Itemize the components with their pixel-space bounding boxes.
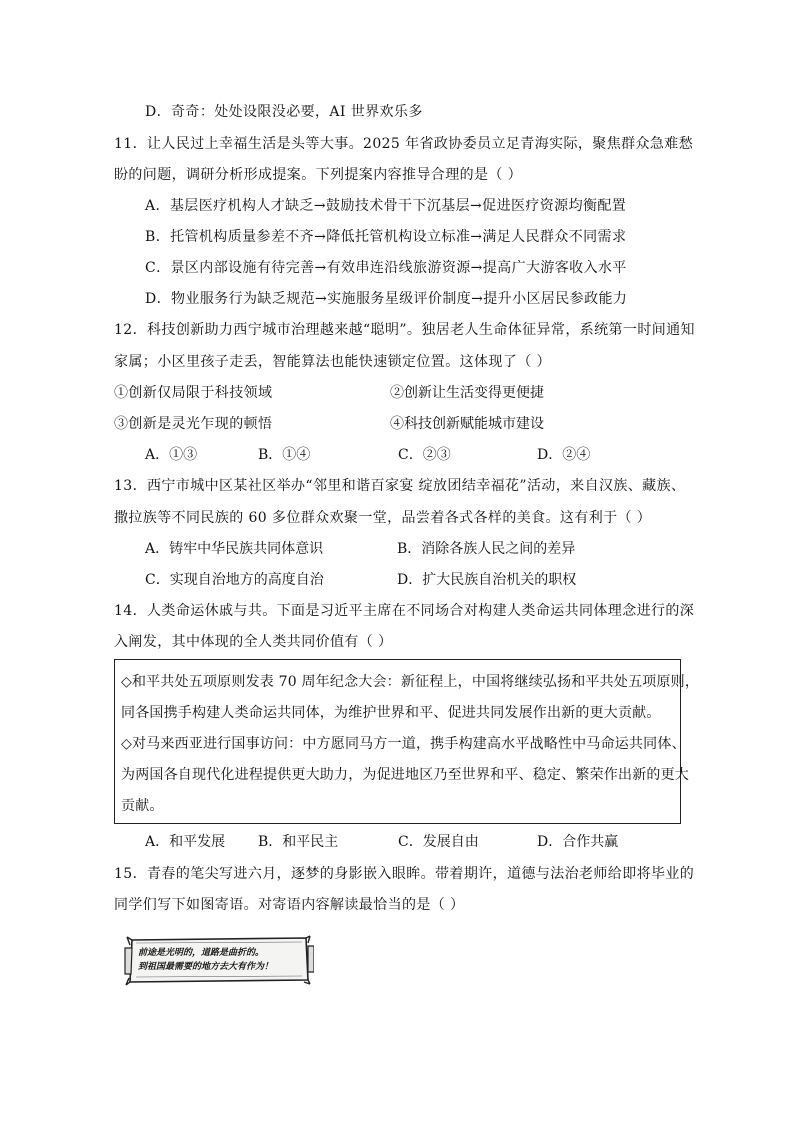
q14-option-c: C．发展自由 (398, 834, 479, 850)
q11-option-d: D．物业服务行为缺乏规范→实施服务星级评价制度→提升小区居民参政能力 (145, 291, 628, 307)
q11-stem-line2: 盼的问题，调研分析形成提案。下列提案内容推导合理的是（ ） (114, 167, 523, 183)
q14-box-line2: 同各国携手构建人类命运共同体，为维护世界和平、促进共同发展作出新的更大贡献。 (121, 705, 661, 721)
q12-option-c: C．②③ (398, 447, 451, 463)
q13-stem-line1: 13．西宁市城中区某社区举办“邻里和谐百家宴 绽放团结幸福花”活动，来自汉族、藏族、 (114, 478, 686, 494)
q15-stem-line2: 同学们写下如图寄语。对寄语内容解读最恰当的是（ ） (114, 897, 465, 913)
card-line-1: 前途是光明的，道路是曲折的。 (138, 948, 265, 958)
q14-material-box (114, 659, 700, 824)
q14-box-line4: 为两国各自现代化进程提供更大助力，为促进地区乃至世界和平、稳定、繁荣作出新的更大 (121, 767, 689, 783)
message-card-image (124, 934, 314, 986)
q12-item-3: ③创新是灵光乍现的顿悟 (114, 416, 273, 432)
q14-box-line1: ◇和平共处五项原则发表 70 周年纪念大会：新征程上，中国将继续弘扬和平共处五项原则， (121, 674, 700, 690)
q12-stem-line2: 家属；小区里孩子走丢，智能算法也能快速锁定位置。这体现了（ ） (114, 354, 551, 370)
q11-option-c: C．景区内部设施有待完善→有效串连沿线旅游资源→提高广大游客收入水平 (145, 260, 627, 276)
q12-option-b: B．①④ (258, 447, 311, 463)
card-frame (124, 934, 314, 986)
q13-option-b: B．消除各族人民之间的差异 (397, 541, 576, 557)
q12-item-4: ④科技创新赋能城市建设 (390, 416, 544, 432)
q12-item-1: ①创新仅局限于科技领域 (114, 385, 273, 401)
q14-option-a: A．和平发展 (145, 834, 226, 850)
q12-item-2: ②创新让生活变得更便捷 (390, 385, 544, 401)
q14-option-d: D．合作共赢 (537, 834, 619, 850)
q10-option-d: D．奇奇：处处设限没必要，AI 世界欢乐多 (145, 104, 423, 120)
q11-option-a: A．基层医疗机构人才缺乏→鼓励技术骨干下沉基层→促进医疗资源均衡配置 (145, 198, 627, 214)
q12-option-d: D．②④ (537, 447, 591, 463)
q13-stem-line2: 撒拉族等不同民族的 60 多位群众欢聚一堂，品尝着各式各样的美食。这有利于（ ） (114, 510, 652, 526)
q13-option-c: C．实现自治地方的高度自治 (145, 572, 324, 588)
card-line-2: 到祖国最需要的地方去大有作为！ (138, 962, 274, 972)
q14-stem-line2: 入阐发，其中体现的全人类共同价值有（ ） (114, 634, 393, 650)
q14-option-b: B．和平民主 (258, 834, 339, 850)
q14-box-line3: ◇对马来西亚进行国事访问：中方愿同马方一道，携手构建高水平战略性中马命运共同体、 (121, 736, 686, 752)
q12-stem-line1: 12．科技创新助力西宁城市治理越来越“聪明”。独居老人生命体征异常，系统第一时间通知 (114, 322, 695, 338)
q11-option-b: B．托管机构质量参差不齐→降低托管机构设立标准→满足人民群众不同需求 (145, 229, 627, 245)
q13-option-a: A．铸牢中华民族共同体意识 (145, 541, 324, 557)
q12-option-a: A．①③ (145, 447, 198, 463)
q11-stem-line1: 11．让人民过上幸福生活是头等大事。2025 年省政协委员立足青海实际，聚焦群众急难愁 (114, 136, 694, 152)
q14-box-line5: 贡献。 (121, 798, 164, 814)
q14-stem-line1: 14．人类命运休戚与共。下面是习近平主席在不同场合对构建人类命运共同体理念进行的深 (114, 603, 695, 619)
q15-stem-line1: 15．青春的笔尖写进六月，逐梦的身影嵌入眼眸。带着期许，道德与法治老师给即将毕业的 (114, 866, 695, 882)
q13-option-d: D．扩大民族自治机关的职权 (397, 572, 577, 588)
